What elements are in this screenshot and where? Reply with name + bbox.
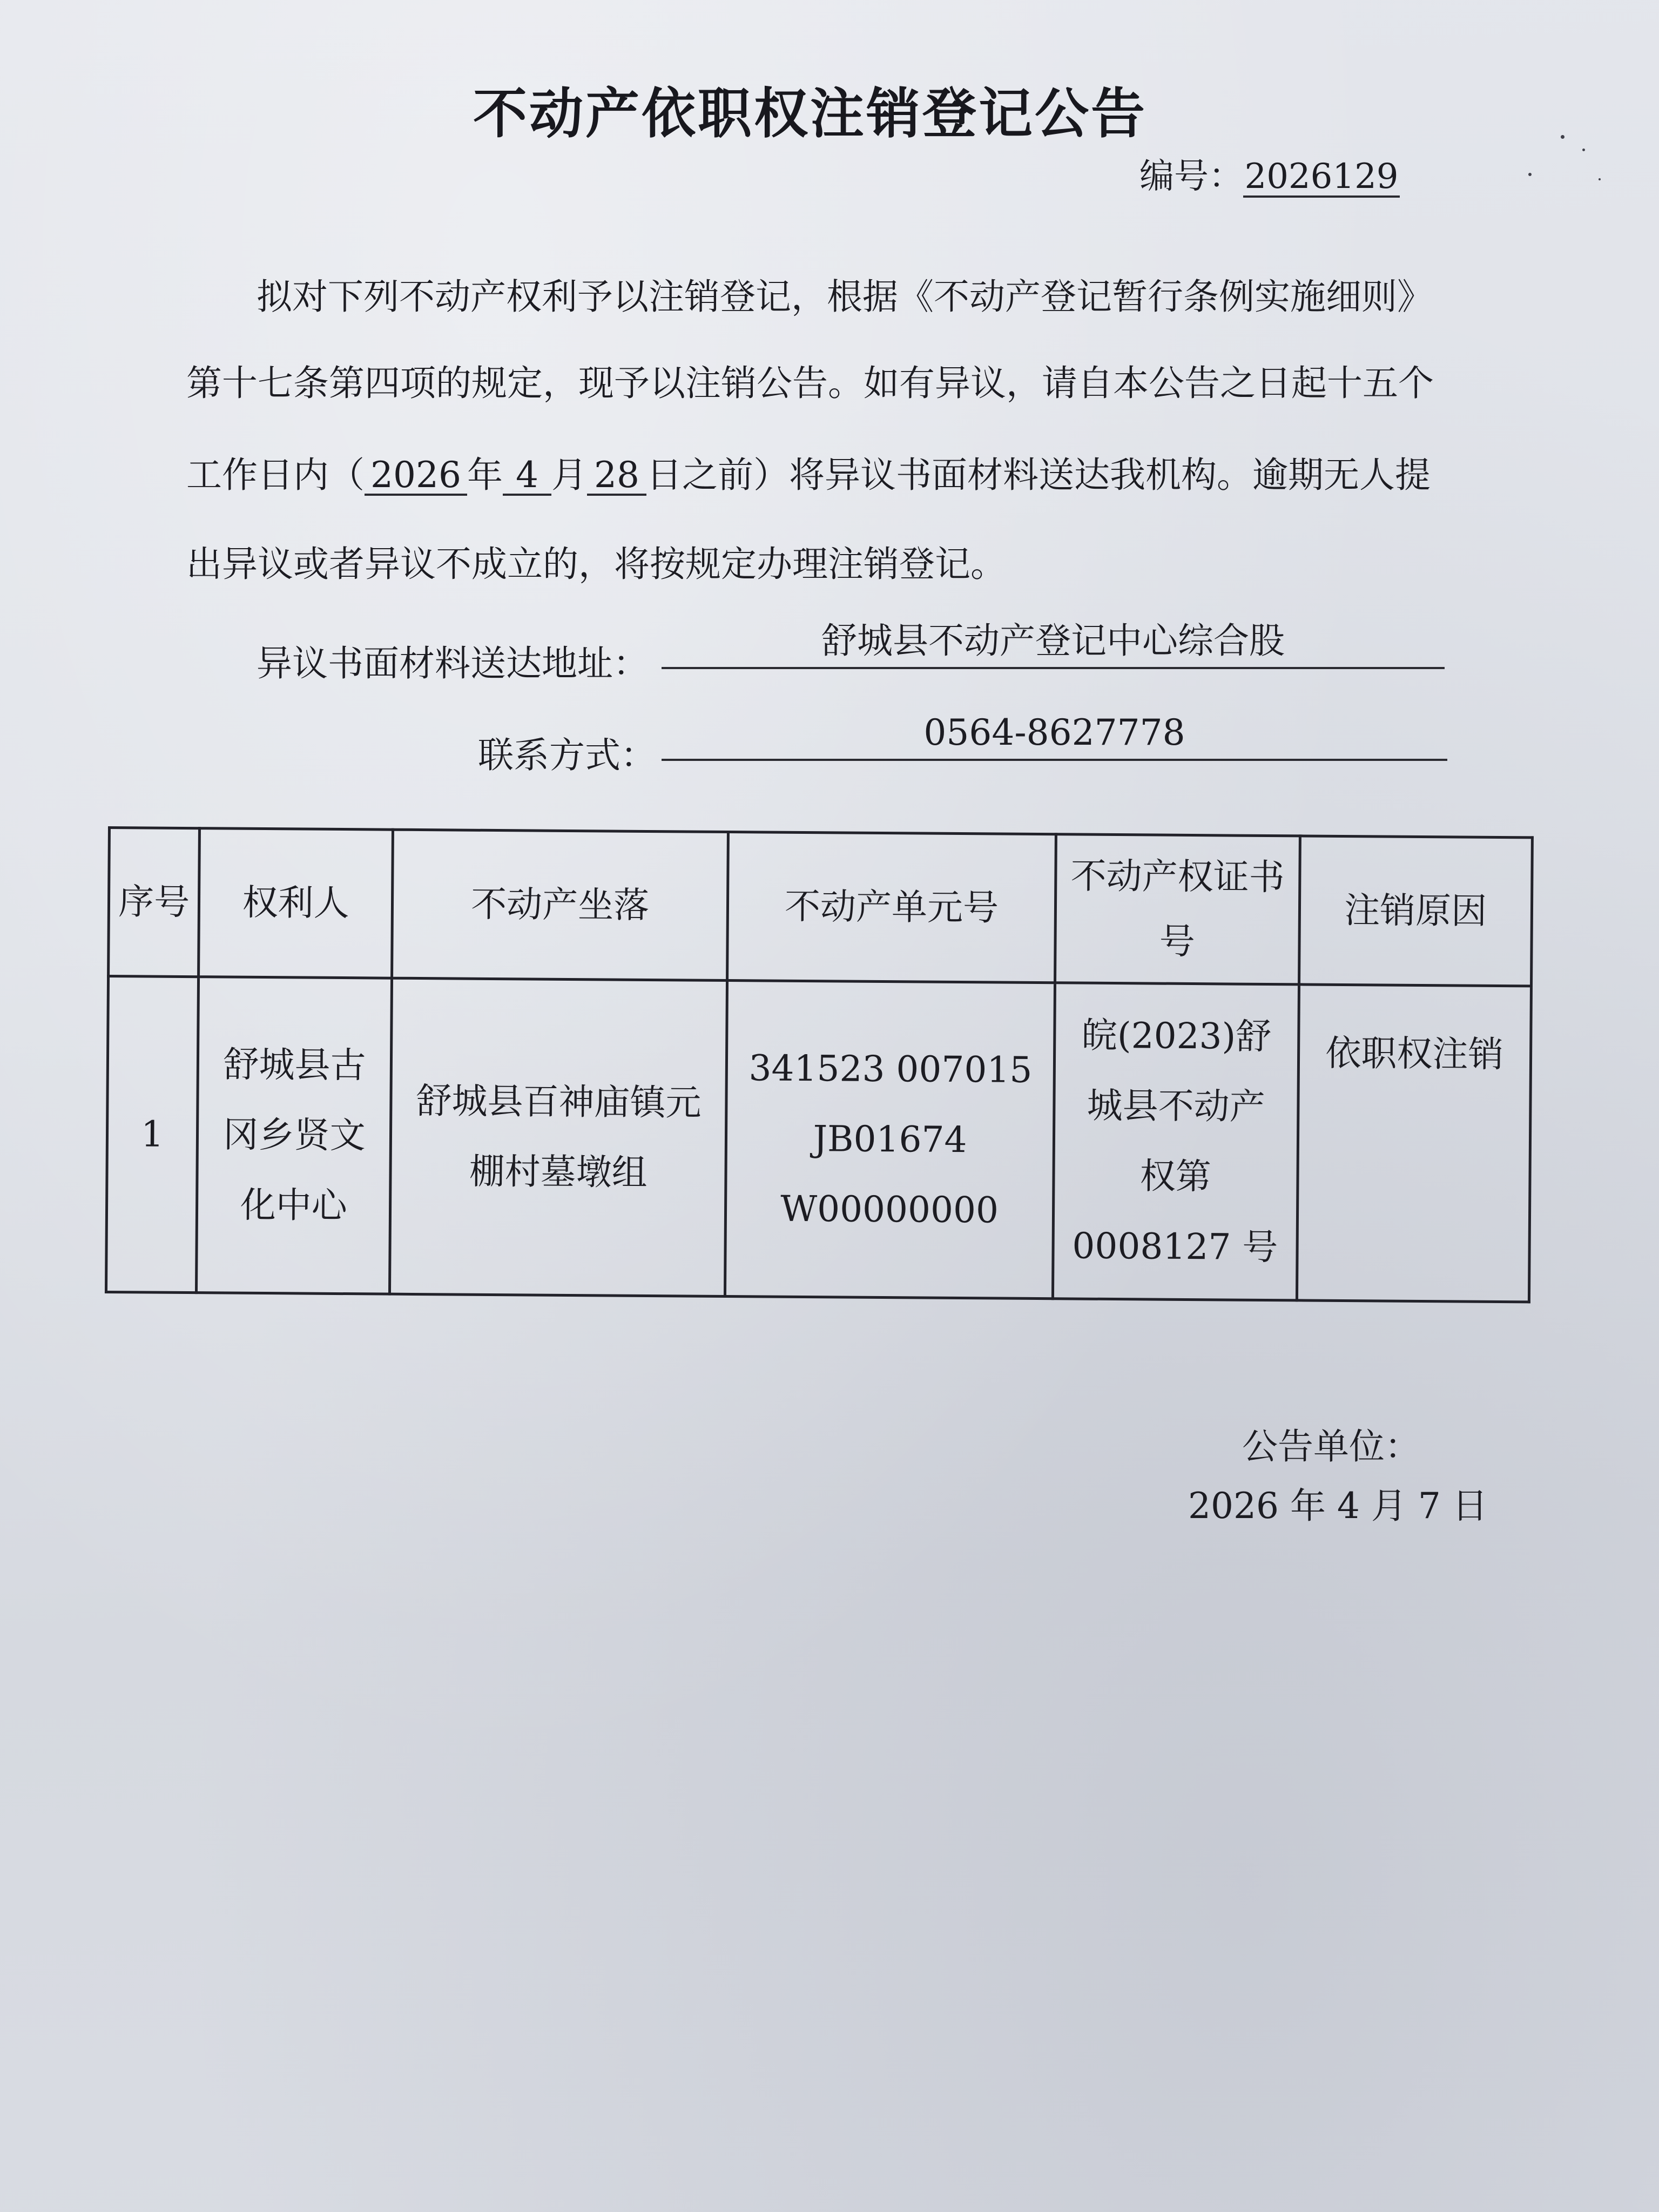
cell-unit-no-line2: JB01674 bbox=[813, 1118, 967, 1161]
cell-holder-line2: 冈乡贤文 bbox=[222, 1114, 366, 1157]
cell-holder-line3: 化中心 bbox=[240, 1184, 348, 1227]
cell-location-line1: 舒城县百神庙镇元 bbox=[416, 1080, 702, 1124]
table-header-row bbox=[109, 828, 1533, 986]
cell-cert-no-line1: 皖(2023)舒 bbox=[1081, 1014, 1272, 1058]
body-line-3 bbox=[186, 454, 1450, 497]
deadline-year: 2026 bbox=[365, 456, 467, 496]
header-reason: 注销原因 bbox=[1299, 836, 1532, 986]
deregistration-table bbox=[105, 826, 1534, 1303]
doc-number-label: 编号： bbox=[1139, 157, 1243, 197]
body-line-2: 第十七条第四项的规定，现予以注销公告。如有异议，请自本公告之日起十五个 bbox=[186, 362, 1434, 404]
signer-label: 公告单位： bbox=[1242, 1426, 1420, 1467]
cell-cert-no-line4: 0008127 号 bbox=[1072, 1225, 1278, 1269]
paper-speck bbox=[1599, 178, 1601, 180]
cell-reason: 依职权注销 bbox=[1297, 984, 1532, 1302]
paper-speck bbox=[1528, 173, 1532, 176]
paper-speck bbox=[1582, 149, 1585, 151]
paper-speck bbox=[1561, 135, 1564, 139]
cell-cert-no-line2: 城县不动产 bbox=[1087, 1084, 1265, 1128]
cell-unit-no bbox=[725, 981, 1055, 1299]
cell-unit-no-line1: 341523 007015 bbox=[748, 1047, 1033, 1091]
contact-label: 联系方式： bbox=[478, 734, 656, 776]
contact-value: 0564-8627778 bbox=[662, 710, 1447, 761]
deadline-month: 4 bbox=[503, 456, 551, 496]
body-line-3-suffix: 日之前）将异议书面材料送达我机构。逾期无人提 bbox=[646, 454, 1431, 496]
header-holder: 权利人 bbox=[199, 828, 393, 978]
table-row bbox=[106, 976, 1531, 1302]
header-unit-no: 不动产单元号 bbox=[727, 832, 1056, 983]
cell-location-line2: 棚村墓墩组 bbox=[469, 1150, 648, 1193]
cell-holder-line1: 舒城县古 bbox=[223, 1043, 366, 1087]
body-line-1: 拟对下列不动产权利予以注销登记，根据《不动产登记暂行条例实施细则》 bbox=[257, 276, 1433, 318]
header-cert-no-line1: 不动产权证书 bbox=[1070, 855, 1285, 899]
notice-date: 2026 年 4 月 7 日 bbox=[1188, 1485, 1488, 1527]
cell-cert-no bbox=[1053, 983, 1299, 1300]
cell-cert-no-line3: 权第 bbox=[1139, 1155, 1212, 1198]
month-char: 月 bbox=[551, 454, 587, 496]
cell-location bbox=[390, 978, 727, 1296]
address-value: 舒城县不动产登记中心综合股 bbox=[662, 618, 1445, 669]
doc-number bbox=[1139, 149, 1400, 198]
address-label: 异议书面材料送达地址： bbox=[257, 643, 649, 684]
doc-number-value: 2026129 bbox=[1243, 158, 1400, 198]
cell-holder bbox=[197, 977, 392, 1294]
header-cert-no-line2: 号 bbox=[1159, 920, 1196, 963]
deadline-day: 28 bbox=[587, 456, 646, 496]
header-location: 不动产坐落 bbox=[392, 830, 729, 980]
header-seq: 序号 bbox=[109, 828, 200, 977]
body-line-4: 出异议或者异议不成立的，将按规定办理注销登记。 bbox=[186, 543, 1006, 585]
year-char: 年 bbox=[467, 454, 503, 496]
body-line-3-prefix: 工作日内（ bbox=[186, 454, 365, 496]
notice-title: 不动产依职权注销登记公告 bbox=[473, 82, 1147, 145]
cell-unit-no-line3: W00000000 bbox=[780, 1188, 999, 1231]
cell-seq: 1 bbox=[106, 976, 198, 1293]
header-cert-no bbox=[1055, 834, 1300, 984]
